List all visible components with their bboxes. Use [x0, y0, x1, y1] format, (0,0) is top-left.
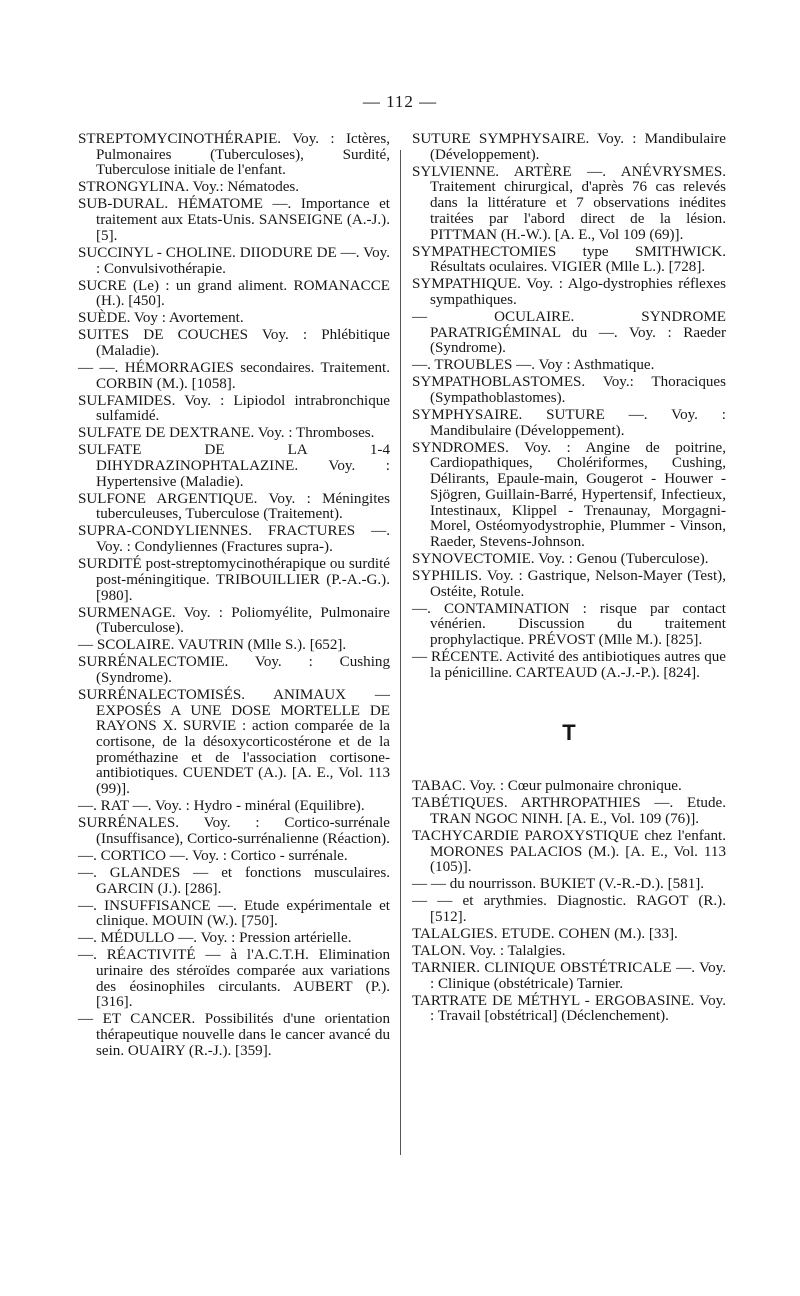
index-entry: SUÈDE. Voy : Avortement. — [78, 310, 244, 327]
index-entry: —. MÉDULLO —. Voy. : Pression artérielle. — [78, 930, 352, 947]
index-entry: SULFAMIDES. Voy. : Lipiodol intrabronchique sulfamidé. — [78, 392, 390, 425]
index-entry: TALALGIES. ETUDE. COHEN (M.). [33]. — [412, 925, 678, 942]
index-entry: — OCULAIRE. SYNDROME PARATRIGÉMINAL du —. Voy. : Raeder (Syndrome). — [412, 308, 726, 357]
index-entry: TACHYCARDIE PAROXYSTIQUE chez l'enfant. MORONES PALACIOS (M.). [A. E., Vol. 113 (105)]. — [412, 827, 726, 876]
index-entry: SUCRE (Le) : un grand aliment. ROMANACCE (H.). [450]. — [78, 277, 390, 310]
index-entry: — ET CANCER. Possibilités d'une orientation thérapeutique nouvelle dans le cancer avancé du sein. OUAIRY (R.-J.). [359]. — [78, 1011, 390, 1059]
index-entry: SURRÉNALECTOMISÉS. ANIMAUX — EXPOSÉS A UNE DOSE MORTELLE DE RAYONS X. SURVIE : action comparée de la cortisone, de la désoxycorticostérone et de la prométhazine et de l'association cortisone-antibiotiques. CUENDET (A.). [A. E., Vol. 113 (99)]. — [78, 686, 390, 798]
index-entry: SYPHILIS. Voy. : Gastrique, Nelson-Mayer (Test), Ostéite, Rotule. — [412, 567, 726, 600]
index-entry: — — et arythmies. Diagnostic. RAGOT (R.). [512]. — [412, 893, 726, 925]
index-entry: SUB-DURAL. HÉMATOME —. Importance et traitement aux Etats-Unis. SANSEIGNE (A.-J.). [5]. — [78, 196, 390, 244]
index-entry: —. CONTAMINATION : risque par contact vénérien. Discussion du traitement prophylactique. PRÉVOST (Mlle M.). [825]. — [412, 600, 726, 649]
column-divider — [400, 150, 401, 1155]
index-entry: —. INSUFFISANCE —. Etude expérimentale et clinique. MOUIN (W.). [750]. — [78, 897, 390, 930]
index-entry: —. RAT —. Voy. : Hydro - minéral (Equilibre). — [78, 798, 365, 815]
left-column — [78, 132, 390, 1061]
section-letter: T — [562, 720, 576, 746]
right-column — [412, 132, 726, 1026]
index-entry: SUITES DE COUCHES Voy. : Phlébitique (Maladie). — [78, 327, 390, 359]
index-entry: SYNOVECTOMIE. Voy. : Genou (Tuberculose). — [412, 550, 709, 567]
index-entry: TARTRATE DE MÉTHYL - ERGOBASINE. Voy. : Travail [obstétrical] (Déclenchement). — [412, 992, 726, 1025]
index-entry: SYMPATHIQUE. Voy. : Algo-dystrophies réflexes sympathiques. — [412, 276, 726, 308]
index-entry: SURMENAGE. Voy. : Poliomyélite, Pulmonaire (Tuberculose). — [78, 604, 390, 637]
index-entry: SUTURE SYMPHYSAIRE. Voy. : Mandibulaire (Développement). — [412, 131, 726, 163]
index-entry: SURDITÉ post-streptomycinothérapique ou surdité post-méningitique. TRIBOUILLIER (P.-A.-G.). [980]. — [78, 556, 390, 604]
index-entry: STRONGYLINA. Voy.: Nématodes. — [78, 179, 300, 196]
index-entry: TABÉTIQUES. ARTHROPATHIES —. Etude. TRAN NGOC NINH. [A. E., Vol. 109 (76)]. — [412, 795, 726, 827]
index-entry: TALON. Voy. : Talalgies. — [412, 942, 566, 959]
index-entry: TARNIER. CLINIQUE OBSTÉTRICALE —. Voy. : Clinique (obstétricale) Tarnier. — [412, 959, 726, 992]
index-entry: SULFATE DE DEXTRANE. Voy. : Thromboses. — [78, 425, 375, 442]
index-entry: SULFATE DE LA 1-4 DIHYDRAZINOPHTALAZINE. Voy. : Hypertensive (Maladie). — [78, 442, 390, 490]
index-entry: —. CORTICO —. Voy. : Cortico - surrénale. — [78, 847, 348, 864]
index-entry: SUCCINYL - CHOLINE. DIIODURE DE —. Voy. : Convulsivothérapie. — [78, 244, 390, 277]
index-entry: SYMPHYSAIRE. SUTURE —. Voy. : Mandibulaire (Développement). — [412, 407, 726, 439]
index-entry: SYNDROMES. Voy. : Angine de poitrine, Cardiopathiques, Cholériformes, Cushing, Délirants, Epaule-main, Gougerot - Houwer - Sjögren, Guillain-Barré, Hypertensif, Infectieux, Intestinaux, Klippel - Trenaunay, Morgagni-Morel, Ostéomyodystrophie, Plummer - Vinson, Raeder, Stevens-Johnson. — [412, 439, 726, 550]
index-entry: — RÉCENTE. Activité des antibiotiques autres que la pénicilline. CARTEAUD (A.-J.-P.). [824]. — [412, 649, 726, 681]
page-number: — 112 — — [362, 92, 438, 111]
index-entry: — — du nourrisson. BUKIET (V.-R.-D.). [581]. — [412, 876, 705, 893]
index-entry: SURRÉNALECTOMIE. Voy. : Cushing (Syndrome). — [78, 654, 390, 686]
index-entry: SULFONE ARGENTIQUE. Voy. : Méningites tuberculeuses, Tuberculose (Traitement). — [78, 490, 390, 523]
index-entry: —. TROUBLES —. Voy : Asthmatique. — [412, 357, 655, 374]
index-entry: — SCOLAIRE. VAUTRIN (Mlle S.). [652]. — [78, 637, 347, 654]
index-entry: —. GLANDES — et fonctions musculaires. GARCIN (J.). [286]. — [78, 864, 390, 897]
index-entry: — —. HÉMORRAGIES secondaires. Traitement. CORBIN (M.). [1058]. — [78, 359, 390, 392]
index-entry: TABAC. Voy. : Cœur pulmonaire chronique. — [412, 778, 682, 795]
index-entry: —. RÉACTIVITÉ — à l'A.C.T.H. Elimination urinaire des stéroïdes comparée aux variations des éosinophiles circulants. AUBERT (P.). [316]. — [78, 947, 390, 1011]
index-entry: SYMPATHECTOMIES type SMITHWICK. Résultats oculaires. VIGIER (Mlle L.). [728]. — [412, 243, 726, 276]
index-entry: SUPRA-CONDYLIENNES. FRACTURES —. Voy. : Condyliennes (Fractures supra-). — [78, 523, 390, 556]
index-entry: SYMPATHOBLASTOMES. Voy.: Thoraciques (Sympathoblastomes). — [412, 374, 726, 407]
index-entry: SURRÉNALES. Voy. : Cortico-surrénale (Insuffisance), Cortico-surrénalienne (Réaction). — [78, 815, 390, 847]
index-entry: SYLVIENNE. ARTÈRE —. ANÉVRYSMES. Traitement chirurgical, d'après 76 cas relevés dans la littérature et 7 observations inédites traitées par l'abord direct de la lésion. PITTMAN (H.-W.). [A. E., Vol 109 (69)]. — [412, 163, 726, 243]
index-entry: STREPTOMYCINOTHÉRAPIE. Voy. : Ictères, Pulmonaires (Tuberculoses), Surdité, Tuberculose initiale de l'enfant. — [78, 131, 390, 179]
